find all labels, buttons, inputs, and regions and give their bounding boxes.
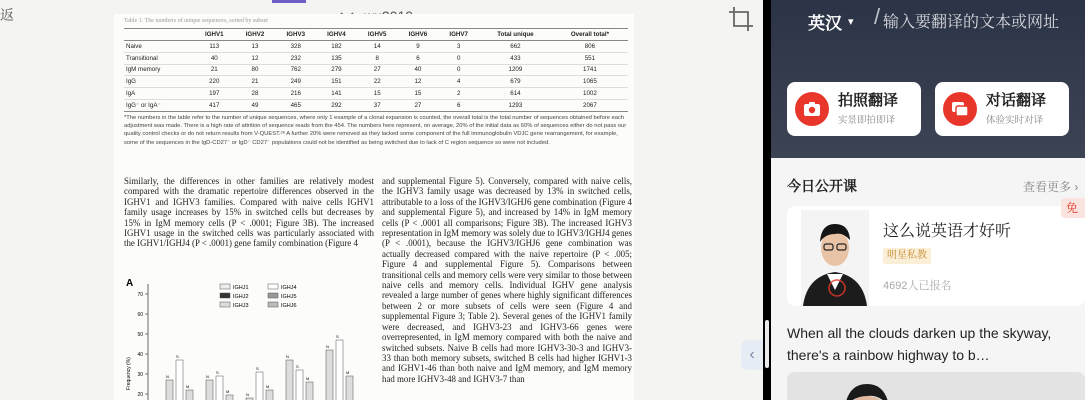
table-row xyxy=(124,64,628,76)
thumbnail-image xyxy=(787,372,1085,400)
table-row xyxy=(124,88,628,100)
figure-bar-label: N xyxy=(206,374,209,379)
course-name: 这么说英语才好听 xyxy=(883,223,1012,240)
table-header-cell: IGHV3 xyxy=(275,29,316,41)
bar-chart-figure xyxy=(124,270,374,400)
course-tag: 明星私教 xyxy=(883,248,931,264)
table-header-cell xyxy=(124,29,194,41)
table-cell: 141 xyxy=(316,88,357,100)
table-cell: IgA xyxy=(124,88,194,100)
table-cell: 614 xyxy=(479,88,552,100)
figure-bar xyxy=(296,370,303,400)
table-row xyxy=(124,41,628,53)
table-cell: 49 xyxy=(235,99,276,111)
table-cell: IgM memory xyxy=(124,64,194,76)
table-header-cell: IGHV1 xyxy=(194,29,235,41)
table-cell: 27 xyxy=(398,99,439,111)
table-row xyxy=(124,52,628,64)
legend-swatch xyxy=(220,293,230,298)
dialog-translate-button[interactable] xyxy=(935,82,1069,136)
figure-bar xyxy=(226,395,233,400)
table-cell: 8 xyxy=(357,52,398,64)
table-cell: 80 xyxy=(235,64,276,76)
table-cell: Transitional xyxy=(124,52,194,64)
table-cell: 12 xyxy=(235,52,276,64)
figure-y-ticks xyxy=(137,292,148,398)
course-enrolled-count: 4692人已报名 xyxy=(883,280,952,292)
table-cell: 151 xyxy=(316,76,357,88)
table-cell: 9 xyxy=(398,41,439,53)
figure-bar xyxy=(166,380,173,400)
legend-swatch xyxy=(220,284,230,289)
table-header-cell: IGHV2 xyxy=(235,29,276,41)
camera-icon xyxy=(795,92,829,126)
table-row xyxy=(124,99,628,111)
table-cell: 14 xyxy=(357,41,398,53)
table-cell: IgG⁻ or IgA⁻ xyxy=(124,99,194,111)
collapse-panel-button[interactable] xyxy=(741,340,763,370)
figure-bar-label: M xyxy=(346,370,350,375)
figure-bar-label: N xyxy=(246,392,249,397)
table-header-cell: Total unique xyxy=(479,29,552,41)
legend-label: IGHJ2 xyxy=(233,294,249,300)
split-view-handle[interactable] xyxy=(765,320,769,368)
separator-slash: / xyxy=(874,4,881,29)
table-cell: 662 xyxy=(479,41,552,53)
figure-bar-label: S xyxy=(336,334,339,339)
figure-bar-label: M xyxy=(306,376,310,381)
figure-bar xyxy=(216,376,223,400)
table-caption: Table 1. The numbers of unique sequences, sorted by subset xyxy=(124,18,268,24)
figure-bar-label: N xyxy=(166,374,169,379)
table-cell: 2067 xyxy=(552,99,628,111)
figure-panel-label: A xyxy=(126,278,134,289)
body-column-left: Similarly, the differences in other families are relatively modest compared with the dramatic repertoire differences observed in the IGHV1 and IGHV3 families. Compared with naive cells IGHV1 family usage increases by 15% in switched cells but decreases by 15% in IgM memory cells (P < .0001; Figure 3B). The increased IGHV1 usage in the switched cells was particularly associated with the IGHV1/IGHJ4 (P < .0001) gene family combination (Figure 4 xyxy=(124,176,374,249)
translate-input[interactable]: 输入要翻译的文本或网址 xyxy=(883,14,1060,31)
legend-label: IGHJ5 xyxy=(281,294,297,300)
table-cell: 465 xyxy=(275,99,316,111)
pdf-page xyxy=(114,14,634,400)
table-cell: 113 xyxy=(194,41,235,53)
table-cell: 249 xyxy=(275,76,316,88)
legend-swatch xyxy=(268,284,278,289)
photo-translate-title: 拍照翻译 xyxy=(838,92,899,109)
table-cell: 1002 xyxy=(552,88,628,100)
course-card[interactable] xyxy=(787,206,1085,306)
figure-bar xyxy=(306,382,313,400)
figure-bar xyxy=(346,376,353,400)
table-cell: 0 xyxy=(438,64,479,76)
table-body xyxy=(124,41,628,112)
caret-down-icon: ▾ xyxy=(848,16,854,28)
table-cell: 4 xyxy=(438,76,479,88)
table-cell: 28 xyxy=(235,88,276,100)
table-cell: 21 xyxy=(194,64,235,76)
table-header-cell: IGHV7 xyxy=(438,29,479,41)
table-cell: 679 xyxy=(479,76,552,88)
table-cell: 135 xyxy=(316,52,357,64)
legend-label: IGHJ1 xyxy=(233,285,249,291)
table-cell: 328 xyxy=(275,41,316,53)
table-cell: 13 xyxy=(235,41,276,53)
figure-bar-label: S xyxy=(216,370,219,375)
free-badge: 免 xyxy=(1061,198,1085,218)
table-cell: 6 xyxy=(438,99,479,111)
table-cell: 21 xyxy=(235,76,276,88)
figure-legend xyxy=(220,284,297,309)
y-tick-label: 50 xyxy=(137,332,143,338)
table-cell: 182 xyxy=(316,41,357,53)
figure-bar-label: S xyxy=(256,366,259,371)
figure-bar-label: M xyxy=(226,389,230,394)
table-cell: IgG xyxy=(124,76,194,88)
table-cell: 292 xyxy=(316,99,357,111)
view-more-link[interactable]: 查看更多 › xyxy=(1023,180,1079,194)
figure-bars xyxy=(166,334,353,400)
table-cell: 22 xyxy=(357,76,398,88)
legend-swatch xyxy=(220,302,230,307)
table-cell: 220 xyxy=(194,76,235,88)
figure-bar xyxy=(336,340,343,400)
crop-icon[interactable] xyxy=(728,6,754,32)
table-header-cell: Overall total* xyxy=(552,29,628,41)
table-cell: 15 xyxy=(357,88,398,100)
table-cell: 551 xyxy=(552,52,628,64)
table-cell: 6 xyxy=(398,52,439,64)
y-tick-label: 20 xyxy=(137,392,143,398)
figure-bar xyxy=(266,390,273,400)
table-cell: 12 xyxy=(398,76,439,88)
figure-bar-label: N xyxy=(326,344,329,349)
table-footnote: *The numbers in the table refer to the number of unique sequences, where only 1 example of a clonal expansion is counted, the overall total is the total number of sequences obtained before each adjustment was made. There is a high rate of attrition of sequence reads from the 454. The numbers here represent, on average, 20% of the initial data as 60% of sequences either do not pass our quality control checks or do not return results from V-QUEST.²⁸ A further 20% were removed as they lacked some component of the full immunoglobulin VDJC gene rearrangement, for example, some of the sequences in the IgD-CD27⁻ or IgD⁻ CD27⁻ populations could not be identified as being switched due to lack of C region sequence so were not included. xyxy=(124,115,627,146)
figure-bar xyxy=(206,380,213,400)
y-tick-label: 40 xyxy=(137,352,143,358)
table-header-cell: IGHV4 xyxy=(316,29,357,41)
data-table xyxy=(124,28,628,112)
daily-quote[interactable]: When all the clouds darken up the skyway, there's a rainbow highway to b… xyxy=(787,325,1052,363)
table-cell: 3 xyxy=(438,41,479,53)
figure-bar-label: N xyxy=(286,354,289,359)
figure-ylabel: Frequency (%) xyxy=(126,357,132,390)
table-cell: 0 xyxy=(438,52,479,64)
figure-bar xyxy=(326,350,333,400)
open-class-title: 今日公开课 xyxy=(787,178,857,194)
teacher-avatar xyxy=(801,210,869,306)
chevron-left-icon: ‹ xyxy=(749,346,755,363)
table-cell: 1293 xyxy=(479,99,552,111)
open-class-section xyxy=(771,158,1085,400)
language-selector[interactable] xyxy=(808,9,854,34)
table-cell: 2 xyxy=(438,88,479,100)
legend-swatch xyxy=(268,293,278,298)
table-cell: 1065 xyxy=(552,76,628,88)
table-cell: 40 xyxy=(398,64,439,76)
legend-label: IGHJ6 xyxy=(281,303,297,309)
table-cell: 40 xyxy=(194,52,235,64)
table-header-row xyxy=(124,29,628,41)
table-cell: Naive xyxy=(124,41,194,53)
y-tick-label: 30 xyxy=(137,372,143,378)
figure-bar-label: S xyxy=(176,354,179,359)
language-label: 英汉 xyxy=(808,14,842,33)
app-header xyxy=(771,0,1085,158)
body-column-right: and supplemental Figure 5). Conversely, compared with naive cells, the IGHV3 family usage was decreased by 13% in switched cells, attributable to a loss of the IGHV3/IGHJ6 gene combination (Figure 4 and supplemental Figure 5), and increased by 14% in IgM memory cells (P < .0001 all comparisons; Figure 3B). The increased IGHV3 representation in IgM memory was solely due to IGHV3/IGHJ4 genes (P < .0001), because the IGHV3/IGHJ6 gene combination was actually decreased compared with the naive repertoire (P < .005; Figure 4 and supplemental Figure 5). Comparisons between transitional cells and memory cells were very similar to those between naive cells and memory cells. Individual IGHV gene analysis revealed a large number of genes where highly significant differences between 2 or more subsets of cells were seen (Figure 4 and supplemental Figure 3; Table 2). Several genes of the IGHV1 family were decreased, and IGHV3-23 and IGHV3-66 genes were overrepresented, in IgM memory compared with both the naive and switched subsets. Naive B cells had more IGHV3-30-3 and IGHV3-33 than both memory subsets, switched B cells had higher IGHV1-3 and IGHV1-46 than both naive and IgM memory, and IgM memory had more IGHV3-48 and IGHV3-7 than xyxy=(382,176,632,384)
table-cell: 232 xyxy=(275,52,316,64)
table-cell: 433 xyxy=(479,52,552,64)
table-cell: 417 xyxy=(194,99,235,111)
table-cell: 27 xyxy=(357,64,398,76)
photo-translate-button[interactable] xyxy=(787,82,921,136)
table-cell: 1209 xyxy=(479,64,552,76)
table-cell: 762 xyxy=(275,64,316,76)
table-row xyxy=(124,76,628,88)
table-cell: 279 xyxy=(316,64,357,76)
split-view-divider[interactable] xyxy=(763,0,771,400)
y-tick-label: 70 xyxy=(137,292,143,298)
chat-bubble-icon xyxy=(943,92,977,126)
table-header-cell: IGHV5 xyxy=(357,29,398,41)
figure-bar xyxy=(176,360,183,400)
table-cell: 1741 xyxy=(552,64,628,76)
y-tick-label: 60 xyxy=(137,312,143,318)
legend-swatch xyxy=(268,302,278,307)
dialog-translate-title: 对话翻译 xyxy=(986,92,1047,109)
photo-translate-subtitle: 实景即拍即译 xyxy=(838,115,896,126)
figure-bar xyxy=(286,360,293,400)
legend-label: IGHJ3 xyxy=(233,303,249,309)
figure-bar xyxy=(186,390,193,400)
figure-bar-label: M xyxy=(266,384,270,389)
translator-app xyxy=(771,0,1085,400)
legend-label: IGHJ4 xyxy=(281,285,297,291)
figure-bar xyxy=(256,372,263,400)
figure-bar-label: M xyxy=(186,384,190,389)
table-cell: 37 xyxy=(357,99,398,111)
table-cell: 806 xyxy=(552,41,628,53)
dialog-translate-subtitle: 体验实时对译 xyxy=(986,115,1044,126)
table-cell: 15 xyxy=(398,88,439,100)
back-button[interactable]: 返 xyxy=(0,7,14,23)
quote-thumbnail[interactable] xyxy=(787,372,1085,400)
table-cell: 197 xyxy=(194,88,235,100)
figure-bar-label: S xyxy=(296,364,299,369)
table-header-cell: IGHV6 xyxy=(398,29,439,41)
table-cell: 216 xyxy=(275,88,316,100)
